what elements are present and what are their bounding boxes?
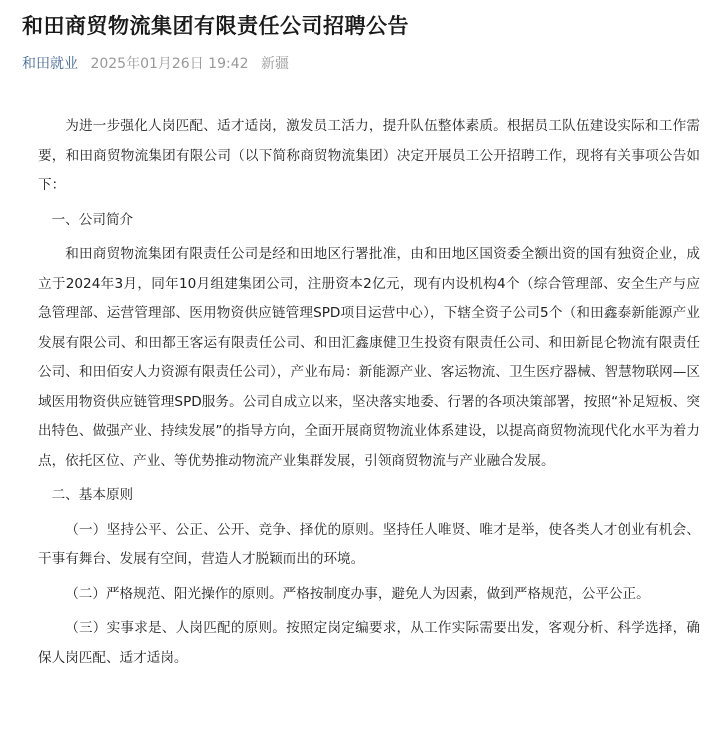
intro-paragraph: 为进一步强化人岗匹配、适才适岗，激发员工活力，提升队伍整体素质。根据员工队伍建设实际和工作需要，和田商贸物流集团有限公司（以下简称商贸物流集团）决定开展员工公开招聘工作，现将有关事项公告如下： xyxy=(38,118,700,193)
principle-item: （三）实事求是、人岗匹配的原则。按照定岗定编要求，从工作实际需要出发，客观分析、科学选择，确保人岗匹配、适才适岗。 xyxy=(38,620,700,666)
article-body xyxy=(38,112,700,673)
region-label: 新疆 xyxy=(260,56,289,72)
principle-item: （一）坚持公平、公正、公开、竞争、择优的原则。坚持任人唯贤、唯才是举，使各类人才创业有机会、干事有舞台、发展有空间，营造人才脱颖而出的环境。 xyxy=(38,521,700,567)
section-heading-principles: 二、基本原则 xyxy=(51,487,134,503)
article-meta xyxy=(22,53,289,73)
source-link[interactable]: 和田就业 xyxy=(22,56,78,72)
principle-item: （二）严格规范、阳光操作的原则。严格按制度办事，避免人为因素，做到严格规范，公平公正。 xyxy=(65,585,650,602)
company-intro-paragraph: 和田商贸物流集团有限责任公司是经和田地区行署批准，由和田地区国资委全额出资的国有独资企业，成立于2024年3月，同年10月组建集团公司，注册资本2亿元，现有内设机构4个（综合管理部、安全生产与应急管理部、运营管理部、医用物资供应链管理SPD项目运营中心），下辖全资子公司5个（和田鑫泰新能源产业发展有限公司、和田都王客运有限责任公司、和田汇鑫康健卫生投资有限责任公司、和田新昆仑物流有限责任公司、和田佰安人力资源有限责任公司），产业布局：新能源产业、客运物流、卫生医疗器械、智慧物联网—区域医用物资供应链管理SPD服务。公司自成立以来，坚决落实地委、行署的各项决策部署，按照“补足短板、突出特色、做强产业、持续发展”的指导方向，全面开展商贸物流业体系建设，以提高商贸物流现代化水平为着力点，依托区位、产业、等优势推动物流产业集群发展，引领商贸物流与产业融合发展。 xyxy=(38,246,700,469)
article-title: 和田商贸物流集团有限责任公司招聘公告 xyxy=(22,14,409,38)
section-heading-company: 一、公司简介 xyxy=(51,211,134,228)
publish-datetime: 2025年01月26日 19:42 xyxy=(90,56,249,72)
